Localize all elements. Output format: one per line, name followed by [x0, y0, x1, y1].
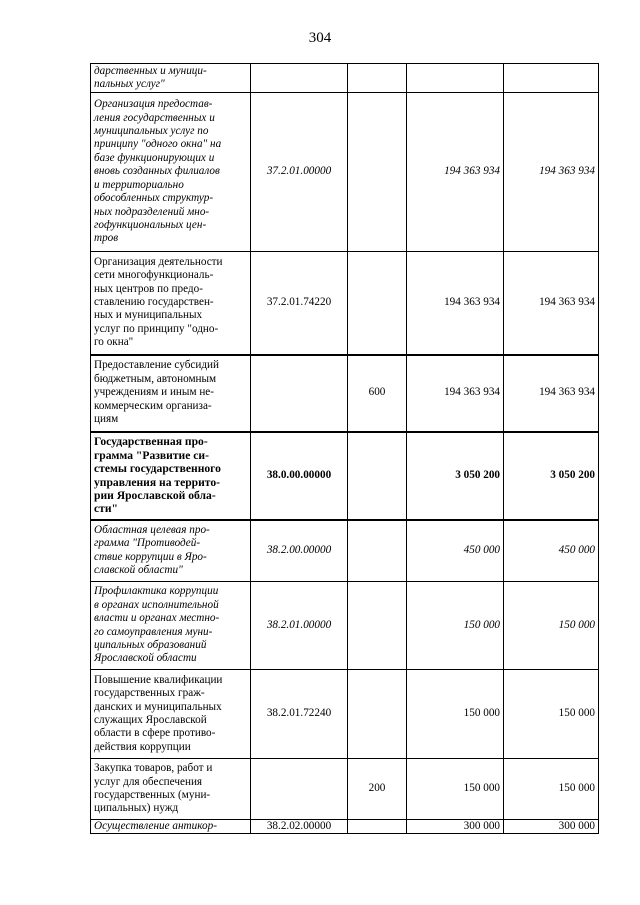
row-value-1: 194 363 934 [407, 93, 504, 252]
page-number: 304 [308, 30, 332, 46]
budget-table [90, 63, 599, 834]
row-value-1: 450 000 [407, 520, 504, 582]
row-value-1: 300 000 [407, 820, 504, 834]
row-code: 38.0.00.00000 [251, 432, 348, 520]
table-row [91, 670, 599, 759]
table-row [91, 252, 599, 355]
row-code: 37.2.01.00000 [251, 93, 348, 252]
row-name: Повышение квалификации государственных граж- данских и муниципальных служащих Ярославской области в сфере противо- действия коррупции [91, 670, 251, 759]
row-value-2 [504, 64, 599, 93]
row-kind [348, 670, 407, 759]
row-kind [348, 93, 407, 252]
row-kind [348, 252, 407, 355]
row-value-2: 150 000 [504, 582, 599, 670]
row-code: 38.2.01.72240 [251, 670, 348, 759]
row-value-2: 194 363 934 [504, 252, 599, 355]
row-kind [348, 520, 407, 582]
row-value-2: 194 363 934 [504, 93, 599, 252]
row-code: 37.2.01.74220 [251, 252, 348, 355]
row-name: дарственных и муници- пальных услуг" [91, 64, 251, 93]
table-row [91, 820, 599, 834]
row-kind [348, 582, 407, 670]
row-name: Организация деятельности сети многофункциональ- ных центров по предо- ставлению государствен- ных и муниципальных услуг по принципу "одно- го окна" [91, 252, 251, 355]
table-row [91, 759, 599, 820]
row-name: Осуществление антикор- [91, 820, 251, 834]
row-kind [348, 820, 407, 834]
table-row [91, 520, 599, 582]
row-name: Предоставление субсидий бюджетным, автономным учреждениям и иным не- коммерческим организа- циям [91, 355, 251, 432]
table-row [91, 355, 599, 432]
row-code [251, 64, 348, 93]
row-kind [348, 64, 407, 93]
row-value-2: 300 000 [504, 820, 599, 834]
row-code: 38.2.02.00000 [251, 820, 348, 834]
table-row [91, 432, 599, 520]
row-value-1: 150 000 [407, 582, 504, 670]
row-value-1: 194 363 934 [407, 252, 504, 355]
row-value-1: 150 000 [407, 759, 504, 820]
row-value-2: 3 050 200 [504, 432, 599, 520]
row-value-2: 150 000 [504, 759, 599, 820]
row-code: 38.2.01.00000 [251, 582, 348, 670]
row-code: 38.2.00.00000 [251, 520, 348, 582]
row-value-1: 150 000 [407, 670, 504, 759]
row-name: Организация предостав- ления государственных и муниципальных услуг по принципу "одного окна" на базе функционирующих и вновь созданных филиалов и территориально обособленных структур- ных подразделений мно- гофункциональных цен- тров [91, 93, 251, 252]
row-kind: 600 [348, 355, 407, 432]
table-row [91, 582, 599, 670]
row-value-1 [407, 64, 504, 93]
row-code [251, 355, 348, 432]
table-row [91, 64, 599, 93]
row-value-1: 194 363 934 [407, 355, 504, 432]
row-kind [348, 432, 407, 520]
row-value-1: 3 050 200 [407, 432, 504, 520]
row-kind: 200 [348, 759, 407, 820]
row-value-2: 450 000 [504, 520, 599, 582]
row-name: Областная целевая про- грамма "Противодей- ствие коррупции в Яро- славской области" [91, 520, 251, 582]
row-code [251, 759, 348, 820]
table-row [91, 93, 599, 252]
row-value-2: 194 363 934 [504, 355, 599, 432]
row-name: Закупка товаров, работ и услуг для обеспечения государственных (муни- ципальных) нужд [91, 759, 251, 820]
row-value-2: 150 000 [504, 670, 599, 759]
row-name: Профилактика коррупции в органах исполнительной власти и органах местно- го самоуправления муни- ципальных образований Ярославской области [91, 582, 251, 670]
row-name: Государственная про- грамма "Развитие си- стемы государственного управления на террито- рии Ярославской обла- сти" [91, 432, 251, 520]
